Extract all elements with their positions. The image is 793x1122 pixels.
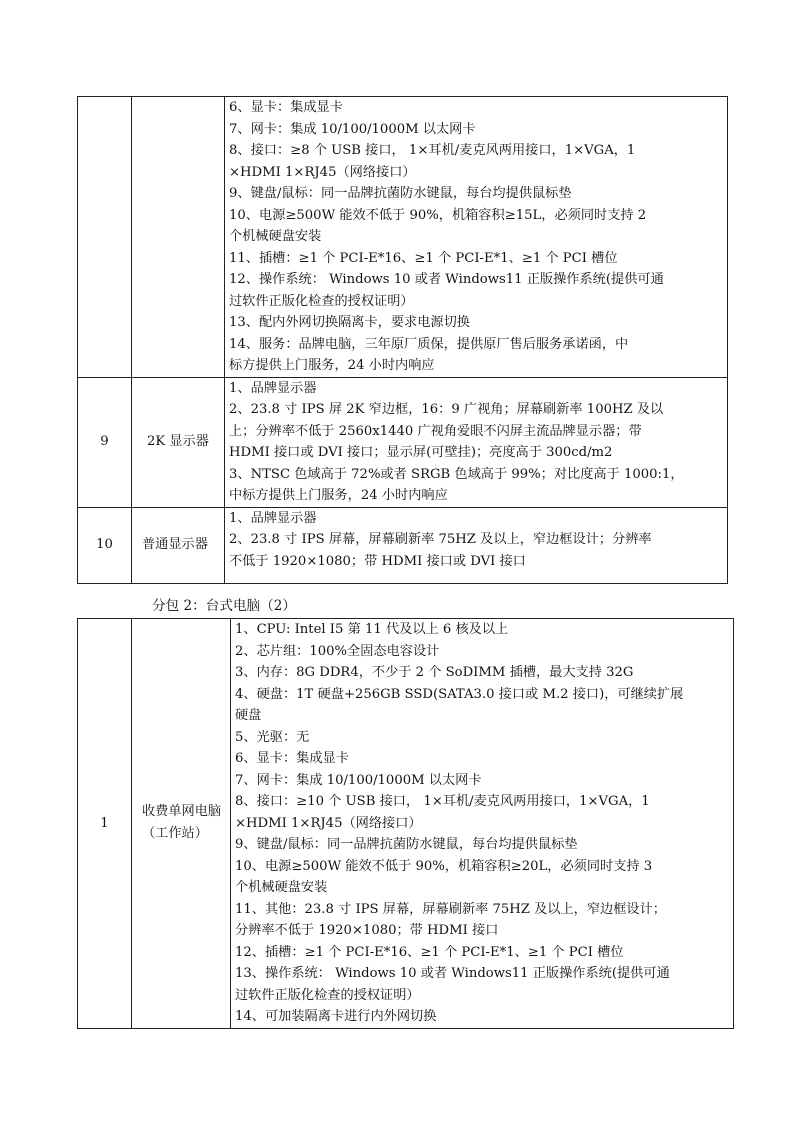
- spec-line: 标方提供上门服务，24 小时内响应: [229, 358, 435, 373]
- table-row: [78, 97, 728, 378]
- spec-line: 9、键盘/鼠标：同一品牌抗菌防水键鼠，每台均提供鼠标垫: [229, 186, 572, 201]
- spec-line: 13、配内外网切换隔离卡，要求电源切换: [229, 315, 470, 330]
- spec-line: 10、电源≥500W 能效不低于 90%，机箱容积≥15L，必须同时支持 2: [229, 207, 647, 223]
- item-number: 1: [78, 619, 132, 1029]
- spec-line: 14、服务：品牌电脑，三年原厂质保，提供原厂售后服务承诺函，中: [229, 336, 629, 352]
- spec-line: 8、接口：≥10 个 USB 接口， 1×耳机/麦克风两用接口，1×VGA，1: [235, 794, 650, 809]
- spec-line: 1、品牌显示器: [229, 510, 317, 526]
- spec-line: 7、网卡：集成 10/100/1000M 以太网卡: [235, 772, 482, 788]
- spec-line: 9、键盘/鼠标：同一品牌抗菌防水键鼠，每台均提供鼠标垫: [235, 837, 578, 852]
- item-specs: [225, 507, 728, 583]
- spec-line: ×HDMI 1×RJ45（网络接口）: [235, 815, 422, 831]
- spec-table-1: [77, 96, 728, 584]
- spec-line: 个机械硬盘安装: [235, 880, 328, 895]
- item-name: 2K 显示器: [132, 377, 225, 507]
- spec-line: HDMI 接口或 DVI 接口；显示屏(可壁挂)；亮度高于 300cd/m2: [229, 445, 613, 460]
- item-number: 9: [78, 377, 132, 507]
- spec-line: 8、接口：≥8 个 USB 接口， 1×耳机/麦克风两用接口，1×VGA，1: [229, 143, 636, 158]
- item-name: 收费单网电脑（工作站）: [132, 619, 231, 1029]
- spec-line: 11、插槽：≥1 个 PCI-E*16、≥1 个 PCI-E*1、≥1 个 PCI 槽位: [229, 250, 618, 266]
- spec-line: 硬盘: [235, 708, 262, 723]
- spec-line: 14、可加装隔离卡进行内外网切换: [235, 1009, 437, 1024]
- subpackage-title: 分包 2：台式电脑（2）: [152, 598, 296, 614]
- spec-line: 12、插槽：≥1 个 PCI-E*16、≥1 个 PCI-E*1、≥1 个 PCI 槽位: [235, 944, 624, 960]
- spec-line: 13、操作系统： Windows 10 或者 Windows11 正版操作系统(提供可通: [235, 966, 670, 981]
- table-row: [78, 507, 728, 583]
- item-specs: [225, 97, 728, 378]
- item-number: [78, 97, 132, 378]
- spec-line: 7、网卡：集成 10/100/1000M 以太网卡: [229, 121, 476, 137]
- spec-line: 11、其他：23.8 寸 IPS 屏幕，屏幕刷新率 75HZ 及以上，窄边框设计；: [235, 901, 666, 917]
- spec-line: 中标方提供上门服务，24 小时内响应: [229, 488, 448, 503]
- spec-line: 12、操作系统： Windows 10 或者 Windows11 正版操作系统(提供可通: [229, 272, 664, 287]
- spec-table-2: [77, 618, 734, 1029]
- spec-line: 5、光驱：无: [235, 729, 310, 745]
- spec-line: 1、CPU: Intel I5 第 11 代及以上 6 核及以上: [235, 622, 509, 637]
- spec-line: 6、显卡：集成显卡: [235, 751, 349, 766]
- item-name: [132, 97, 225, 378]
- table-row: [78, 377, 728, 507]
- spec-line: 2、芯片组：100%全固态电容设计: [235, 643, 440, 659]
- item-specs: [225, 377, 728, 507]
- spec-line: 过软件正版化检查的授权证明）: [235, 987, 420, 1003]
- spec-line: 分辨率不低于 1920×1080；带 HDMI 接口: [235, 923, 499, 938]
- spec-line: 2、23.8 寸 IPS 屏 2K 窄边框，16：9 广视角；屏幕刷新率 100HZ 及以: [229, 402, 664, 417]
- spec-line: 个机械硬盘安装: [229, 229, 322, 244]
- spec-line: 2、23.8 寸 IPS 屏幕，屏幕刷新率 75HZ 及以上，窄边框设计；分辨率: [229, 532, 652, 547]
- spec-line: 不低于 1920×1080；带 HDMI 接口或 DVI 接口: [229, 553, 526, 569]
- spec-line: 过软件正版化检查的授权证明）: [229, 293, 414, 309]
- spec-line: 6、显卡：集成显卡: [229, 100, 343, 115]
- spec-line: 3、NTSC 色域高于 72%或者 SRGB 色域高于 99%；对比度高于 1000:1，: [229, 466, 684, 482]
- spec-line: 3、内存：8G DDR4，不少于 2 个 SoDIMM 插槽，最大支持 32G: [235, 665, 634, 680]
- item-specs: [231, 619, 734, 1029]
- table-row: [78, 619, 734, 1029]
- spec-line: ×HDMI 1×RJ45（网络接口）: [229, 164, 416, 180]
- spec-line: 1、品牌显示器: [229, 380, 317, 396]
- item-number: 10: [78, 507, 132, 583]
- spec-line: 上；分辨率不低于 2560x1440 广视角爱眼不闪屏主流品牌显示器；带: [229, 423, 642, 439]
- spec-line: 10、电源≥500W 能效不低于 90%，机箱容积≥20L，必须同时支持 3: [235, 858, 653, 874]
- spec-line: 4、硬盘：1T 硬盘+256GB SSD(SATA3.0 接口或 M.2 接口)，可继续扩展: [235, 686, 684, 702]
- item-name: 普通显示器: [132, 507, 225, 583]
